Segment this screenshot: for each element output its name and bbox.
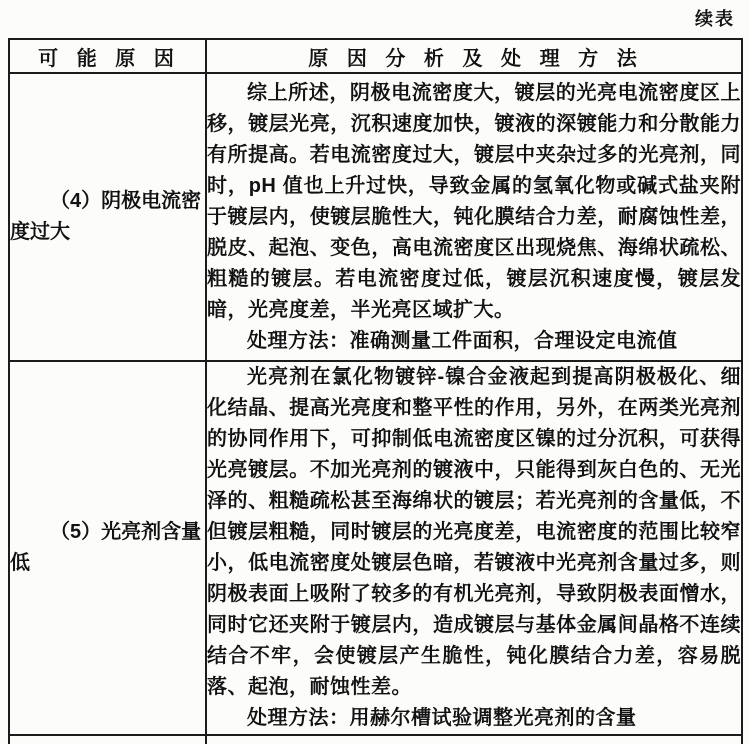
- continued-table-label: 续表: [695, 9, 735, 29]
- column-header-cause: 可 能 原 因: [9, 39, 206, 73]
- cause-text: （4）阴极电流密度过大: [10, 190, 202, 243]
- table-row-cutoff: [9, 735, 742, 744]
- troubleshooting-table: [8, 38, 743, 744]
- treatment-method-line: 处理方法：准确测量工件面积，合理设定电流值: [247, 329, 678, 352]
- analysis-cell: [206, 361, 742, 735]
- column-header-analysis: 原 因 分 析 及 处 理 方 法: [206, 39, 742, 73]
- cause-cell: [9, 73, 206, 361]
- cause-cell: [9, 361, 206, 735]
- analysis-paragraph: 光亮剂在氯化物镀锌-镍合金液起到提高阴极极化、细化结晶、提高光亮度和整平性的作用，另外，在两类光亮剂的协同作用下，可抑制低电流密度区镍的过分沉积，可获得光亮镀层。不加光亮剂的镀液中，只能得到灰白色的、无光泽的、粗糙疏松甚至海绵状的镀层；若光亮剂的含量低，不但镀层粗糙，同时镀层的光亮度差，电流密度的范围比较窄小，低电流密度处镀层色暗，若镀液中光亮剂含量过多，则阴极表面上吸附了较多的有机光亮剂，导致阴极表面憎水，同时它还夹附于镀层内，造成镀层与基体金属间晶格不连续结合不牢，会使镀层产生脆性，钝化膜结合力差，容易脱落、起泡，耐蚀性差。: [207, 366, 741, 698]
- analysis-cell: [206, 73, 742, 361]
- cause-text: （5）光亮剂含量低: [10, 521, 202, 574]
- table-header-row: [9, 39, 742, 73]
- treatment-method-line: 处理方法：用赫尔槽试验调整光亮剂的含量: [247, 707, 637, 729]
- table-row: [9, 361, 742, 735]
- analysis-paragraph: 综上所述，阴极电流密度大，镀层的光亮电流密度区上移，镀层光亮，沉积速度加快，镀液的深镀能力和分散能力有所提高。若电流密度过大，镀层中夹杂过多的光亮剂，同时，pH 值也上升过快，导致金属的氢氧化物或碱式盐夹附于镀层内，使镀层脆性大，钝化膜结合力差，耐腐蚀性差，脱皮、起泡、变色，高电流密度区出现烧焦、海绵状疏松、粗糙的镀层。若电流密度过低，镀层沉积速度慢，镀层发暗，光亮度差，半光亮区域扩大。: [207, 81, 741, 321]
- analysis-cell: [206, 735, 742, 744]
- table-row: [9, 73, 742, 361]
- cause-cell: [9, 735, 206, 744]
